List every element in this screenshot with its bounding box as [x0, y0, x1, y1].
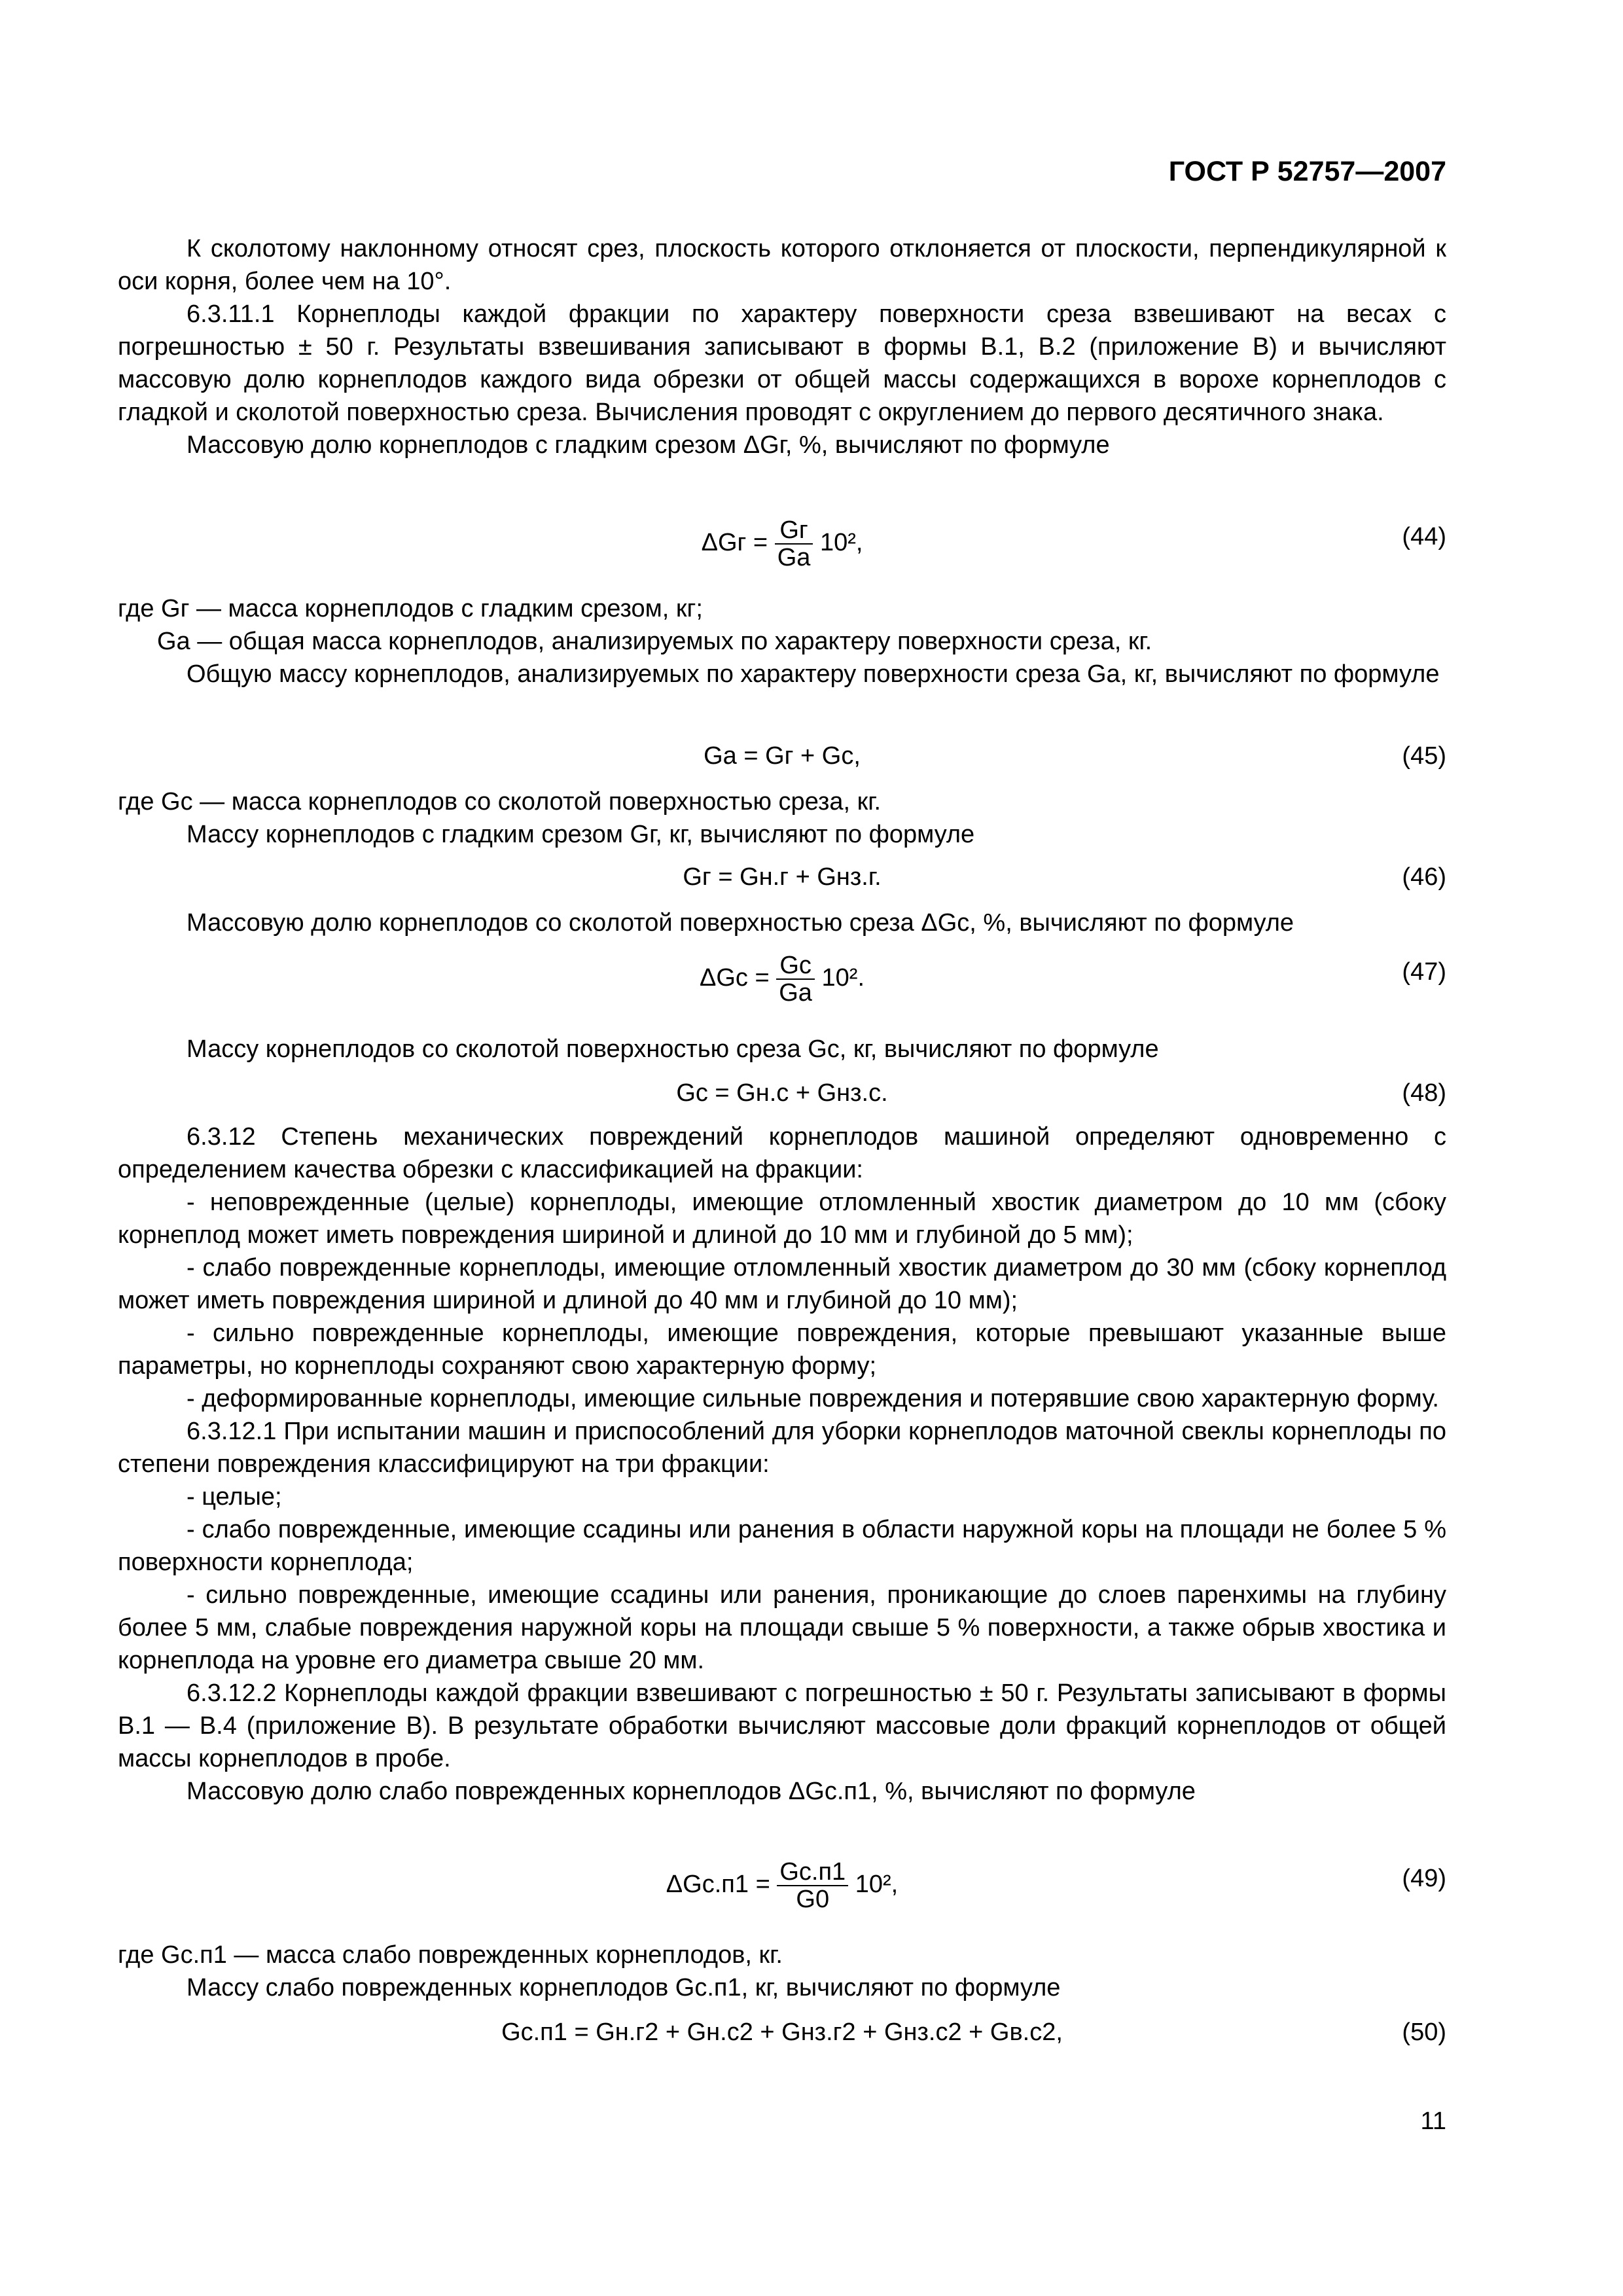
equation-number-48: (48) [1402, 1079, 1446, 1107]
equation-50: Gс.п1 = Gн.г2 + Gн.с2 + Gнз.г2 + Gнз.с2 + Gв.с2, (50) [118, 2013, 1446, 2065]
fraction-47: Gс Gа [776, 952, 815, 1006]
section-6-3-12 [118, 1121, 1446, 1808]
formula-48-intro: Массу корнеплодов со сколотой поверхностью среза Gс, кг, вычисляют по формуле [187, 1035, 1159, 1063]
clause-6-3-12: 6.3.12 Степень механических повреждений корнеплодов машиной определяют одновременно с определением качества обрезки с классификацией на фракции: [118, 1123, 1446, 1183]
equation-47: ΔGс = Gс Gа 10². (47) [699, 952, 1446, 1007]
formula-46-intro: Массу корнеплодов с гладким срезом Gг, кг, вычисляют по формуле [187, 821, 975, 848]
clause-6-3-12-1: 6.3.12.1 При испытании машин и приспособлений для уборки корнеплодов маточной свеклы корнеплоды по степени повреждения классифицируют на три фракции: [118, 1418, 1446, 1478]
intro-paragraph-1: К сколотому наклонному относят срез, плоскость которого отклоняется от плоскости, перпендикулярной к оси корня, более чем на 10°. [118, 235, 1446, 295]
equation-45: Gа = Gг + Gс, (45) [118, 736, 1446, 789]
where-45-line-1: где Gс — масса корнеплодов со сколотой поверхностью среза, кг. [118, 788, 882, 816]
where-49-line-1: где Gс.п1 — масса слабо поврежденных корнеплодов, кг. [118, 1941, 783, 1969]
equation-48: Gс = Gн.с + Gнз.с. (48) [118, 1073, 1446, 1126]
list-item: - неповрежденные (целые) корнеплоды, имеющие отломленный хвостик диаметром до 10 мм (сбоку корнеплод может иметь повреждения шириной и длиной до 10 мм и глубиной до 5 мм); [118, 1189, 1446, 1249]
equation-number-49: (49) [1402, 1865, 1446, 1892]
formula-44-intro: Массовую долю корнеплодов с гладким срезом ΔGг, %, вычисляют по формуле [187, 431, 1110, 459]
list-item: - целые; [187, 1483, 282, 1511]
where-44-line-1: где Gг — масса корнеплодов с гладким срезом, кг; [118, 595, 703, 622]
clause-6-3-12-2: 6.3.12.2 Корнеплоды каждой фракции взвешивают с погрешностью ± 50 г. Результаты записывают в формы В.1 — В.4 (приложение В). В результате обработки вычисляют массовые доли фракций корнеплодов от общей массы корнеплодов в пробе. [118, 1679, 1446, 1772]
list-item: - сильно поврежденные корнеплоды, имеющие повреждения, которые превышают указанные выше параметры, но корнеплоды сохраняют свою характерную форму; [118, 1319, 1446, 1380]
where-45-block [118, 785, 1446, 851]
formula-47-intro: Массовую долю корнеплодов со сколотой поверхностью среза ΔGс, %, вычисляют по формуле [187, 909, 1294, 937]
equation-number-47: (47) [1402, 958, 1446, 986]
document-standard-id: ГОСТ Р 52757—2007 [1168, 156, 1446, 187]
list-item: - слабо поврежденные, имеющие ссадины или ранения в области наружной коры на площади не более 5 % поверхности корнеплода; [118, 1516, 1446, 1576]
equation-44: ΔGг = Gг Gа 10², (44) [701, 516, 1446, 571]
list-item: - деформированные корнеплоды, имеющие сильные повреждения и потерявшие свою характерную форму. [187, 1385, 1439, 1412]
equation-46: Gг = Gн.г + Gнз.г. (46) [118, 857, 1446, 910]
intro-block [118, 232, 1446, 461]
fraction-49: Gс.п1 G0 [777, 1859, 848, 1912]
list-item: - сильно поврежденные, имеющие ссадины или ранения, проникающие до слоев паренхимы на глубину более 5 мм, слабые повреждения наружной коры на площади свыше 5 % поверхности, а также обрыв хвостика и корнеплода на уровне его диаметра свыше 20 мм. [118, 1581, 1446, 1674]
formula-47-intro-block [118, 906, 1446, 939]
formula-50-intro: Массу слабо поврежденных корнеплодов Gс.п1, кг, вычисляют по формуле [187, 1974, 1061, 2001]
clause-6-3-11-1: 6.3.11.1 Корнеплоды каждой фракции по характеру поверхности среза взвешивают на весах с погрешностью ± 50 г. Результаты взвешивания записывают в формы В.1, В.2 (приложение В) и вычисляют массовую долю корнеплодов каждого вида обрезки от общей массы содержащихся в ворохе корнеплодов с гладкой и сколотой поверхностью среза. Вычисления проводят с округлением до первого десятичного знака. [118, 300, 1446, 426]
equation-49: ΔGс.п1 = Gс.п1 G0 10², (49) [666, 1858, 1446, 1913]
where-44-block [118, 592, 1446, 691]
equation-number-50: (50) [1402, 2018, 1446, 2046]
where-44-line-2: Gа — общая масса корнеплодов, анализируемых по характеру поверхности среза, кг. [157, 628, 1152, 655]
formula-45-intro: Общую массу корнеплодов, анализируемых по характеру поверхности среза Gа, кг, вычисляют по формуле [187, 660, 1440, 688]
equation-number-45: (45) [1402, 742, 1446, 770]
formula-49-intro: Массовую долю слабо поврежденных корнеплодов ΔGс.п1, %, вычисляют по формуле [187, 1778, 1196, 1805]
equation-number-46: (46) [1402, 863, 1446, 891]
list-item: - слабо поврежденные корнеплоды, имеющие отломленный хвостик диаметром до 30 мм (сбоку корнеплод может иметь повреждения шириной и длиной до 40 мм и глубиной до 10 мм); [118, 1254, 1446, 1314]
page-number: 11 [1420, 2108, 1446, 2135]
where-49-block [118, 1939, 1446, 2004]
formula-48-intro-block [118, 1033, 1446, 1066]
equation-number-44: (44) [1402, 523, 1446, 550]
fraction-44: Gг Gа [775, 517, 813, 571]
